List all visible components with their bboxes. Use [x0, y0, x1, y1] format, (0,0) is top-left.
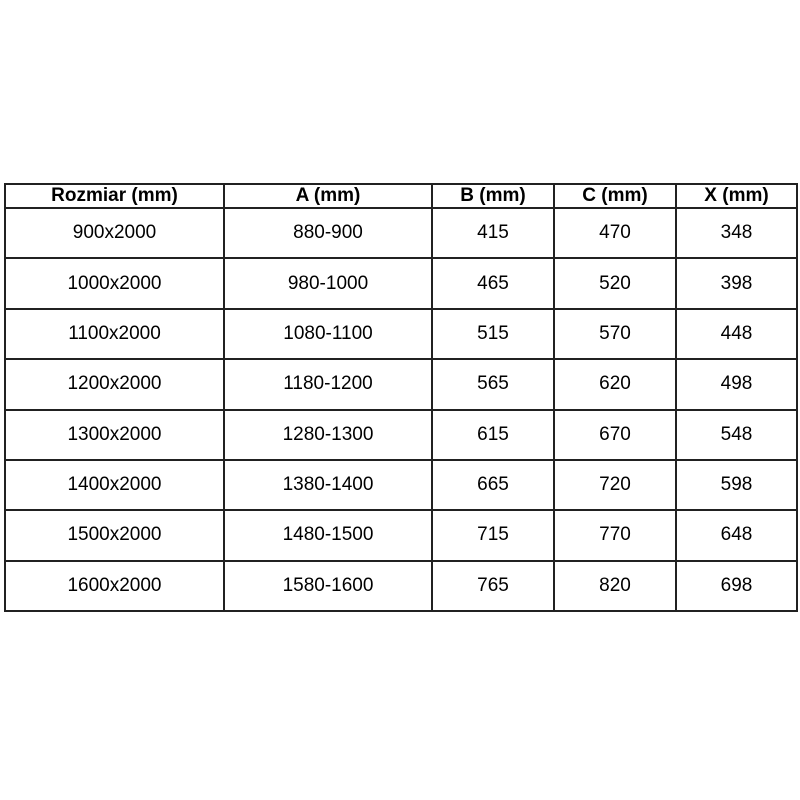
table-cell: 670 [554, 410, 676, 460]
table-cell: 515 [432, 309, 554, 359]
table-cell: 1080-1100 [224, 309, 432, 359]
table-cell: 648 [676, 510, 797, 560]
table-cell: 570 [554, 309, 676, 359]
table-cell: 398 [676, 258, 797, 308]
table-cell: 448 [676, 309, 797, 359]
column-header: Rozmiar (mm) [5, 184, 224, 208]
table-cell: 498 [676, 359, 797, 409]
table-row [5, 359, 797, 409]
table-cell: 465 [432, 258, 554, 308]
table-row [5, 561, 797, 611]
table-body [5, 208, 797, 611]
table-cell: 1580-1600 [224, 561, 432, 611]
table-row [5, 208, 797, 258]
table-cell: 1100x2000 [5, 309, 224, 359]
table-cell: 1500x2000 [5, 510, 224, 560]
table-cell: 880-900 [224, 208, 432, 258]
table-cell: 820 [554, 561, 676, 611]
table-cell: 770 [554, 510, 676, 560]
table-row [5, 258, 797, 308]
table-cell: 1300x2000 [5, 410, 224, 460]
table-cell: 615 [432, 410, 554, 460]
table-cell: 598 [676, 460, 797, 510]
table-cell: 565 [432, 359, 554, 409]
table-cell: 980-1000 [224, 258, 432, 308]
table-row [5, 309, 797, 359]
table-cell: 698 [676, 561, 797, 611]
table-cell: 765 [432, 561, 554, 611]
table-row [5, 510, 797, 560]
table-row [5, 460, 797, 510]
table-cell: 1200x2000 [5, 359, 224, 409]
column-header: C (mm) [554, 184, 676, 208]
column-header: A (mm) [224, 184, 432, 208]
table-cell: 720 [554, 460, 676, 510]
table-cell: 520 [554, 258, 676, 308]
table-cell: 470 [554, 208, 676, 258]
table-cell: 900x2000 [5, 208, 224, 258]
table-header-row [5, 184, 797, 208]
table-cell: 665 [432, 460, 554, 510]
table-cell: 1600x2000 [5, 561, 224, 611]
column-header: B (mm) [432, 184, 554, 208]
table-cell: 715 [432, 510, 554, 560]
table-cell: 548 [676, 410, 797, 460]
table-cell: 1400x2000 [5, 460, 224, 510]
table-cell: 1000x2000 [5, 258, 224, 308]
column-header: X (mm) [676, 184, 797, 208]
table-cell: 415 [432, 208, 554, 258]
table-row [5, 410, 797, 460]
table-cell: 1480-1500 [224, 510, 432, 560]
size-spec-table [4, 183, 798, 612]
table-cell: 1180-1200 [224, 359, 432, 409]
table-cell: 1380-1400 [224, 460, 432, 510]
table-cell: 620 [554, 359, 676, 409]
table-cell: 348 [676, 208, 797, 258]
table-cell: 1280-1300 [224, 410, 432, 460]
